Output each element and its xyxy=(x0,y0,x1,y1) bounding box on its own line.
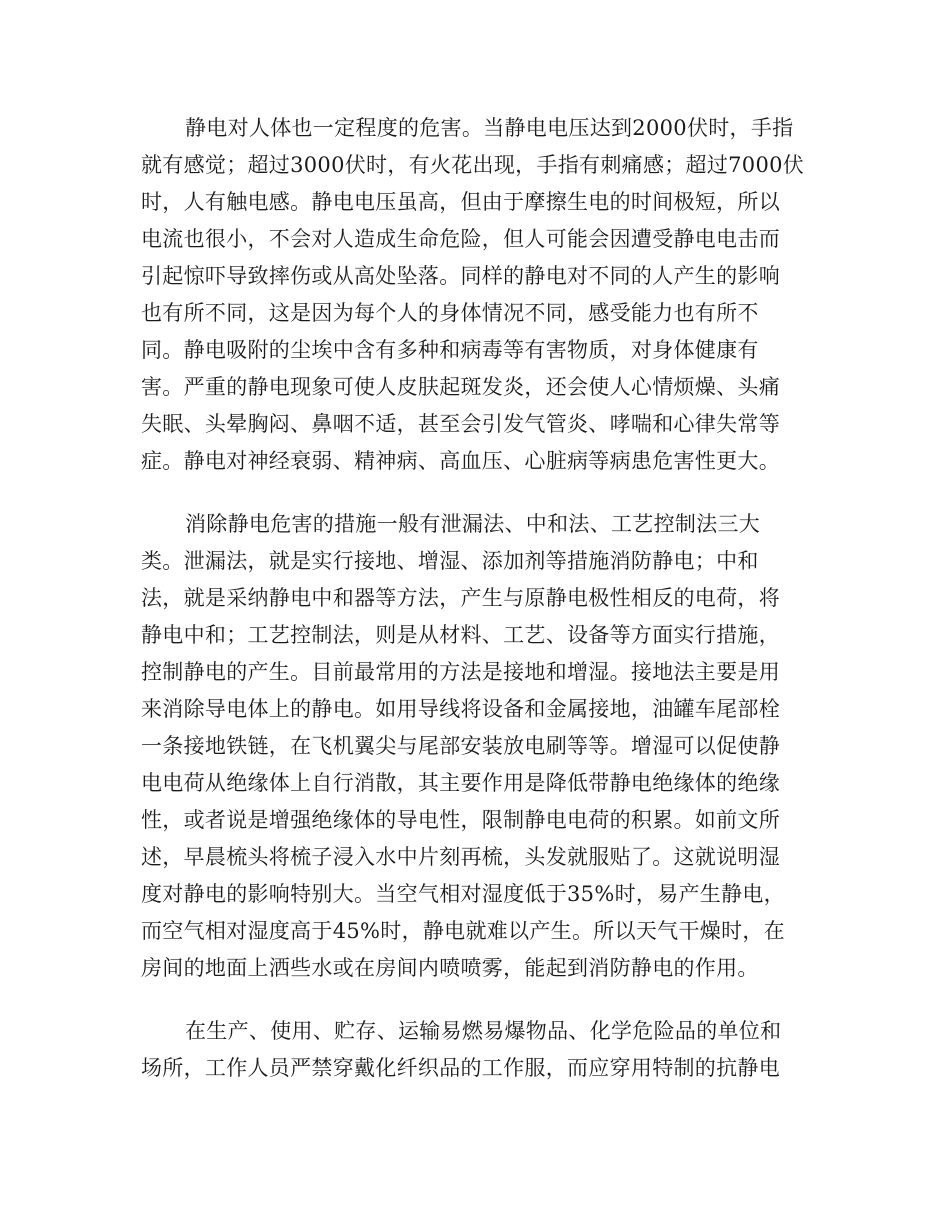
text-line: 消除静电危害的措施一般有泄漏法、中和法、工艺控制法三大 xyxy=(185,512,761,536)
text-line: 静电对人体也一定程度的危害。当静电电压达到2000伏时，手指 xyxy=(185,116,794,140)
text-line: 失眠、头晕胸闷、鼻咽不适，甚至会引发气管炎、哮喘和心律失常等 xyxy=(141,412,780,436)
paragraph-elimination-measures xyxy=(141,506,801,987)
text-line: 控制静电的产生。目前最常用的方法是接地和增湿。接地法主要是用 xyxy=(141,660,780,684)
paragraph-static-electricity-hazards xyxy=(141,110,805,480)
text-line: 来消除导电体上的静电。如用导线将设备和金属接地，油罐车尾部栓 xyxy=(141,697,780,721)
text-line: 电电荷从绝缘体上自行消散，其主要作用是降低带静电绝缘体的绝缘 xyxy=(141,771,780,795)
text-line: 在生产、使用、贮存、运输易燃易爆物品、化学危险品的单位和 xyxy=(185,1019,782,1043)
text-line: 同。静电吸附的尘埃中含有多种和病毒等有害物质，对身体健康有 xyxy=(141,338,759,362)
text-line: 静电中和；工艺控制法，则是从材料、工艺、设备等方面实行措施， xyxy=(141,623,780,647)
text-line: 而空气相对湿度高于45%时，静电就难以产生。所以天气干燥时，在 xyxy=(141,919,785,943)
paragraph-workplace-rules xyxy=(141,1013,801,1087)
text-line: 也有所不同，这是因为每个人的身体情况不同，感受能力也有所不 xyxy=(141,301,759,325)
text-line: 电流也很小，不会对人造成生命危险，但人可能会因遭受静电电击而 xyxy=(141,227,780,251)
text-line: 一条接地铁链，在飞机翼尖与尾部安装放电刷等等。增湿可以促使静 xyxy=(141,734,780,758)
text-line: 症。静电对神经衰弱、精神病、高血压、心脏病等病患危害性更大。 xyxy=(141,449,780,473)
text-line: 时，人有触电感。静电电压虽高，但由于摩擦生电的时间极短，所以 xyxy=(141,190,780,214)
text-line: 类。泄漏法，就是实行接地、增湿、添加剂等措施消防静电；中和 xyxy=(141,549,759,573)
text-line: 就有感觉；超过3000伏时，有火花出现，手指有刺痛感；超过7000伏 xyxy=(141,153,805,177)
text-line: 度对静电的影响特别大。当空气相对湿度低于35%时，易产生静电， xyxy=(141,882,785,906)
text-line: 房间的地面上洒些水或在房间内喷喷雾，能起到消防静电的作用。 xyxy=(141,956,759,980)
text-line: 引起惊吓导致摔伤或从高处坠落。同样的静电对不同的人产生的影响 xyxy=(141,264,780,288)
text-line: 害。严重的静电现象可使人皮肤起斑发炎，还会使人心情烦燥、头痛 xyxy=(141,375,780,399)
document-body xyxy=(141,110,805,1113)
text-line: 法，就是采纳静电中和器等方法，产生与原静电极性相反的电荷，将 xyxy=(141,586,780,610)
text-line: 场所，工作人员严禁穿戴化纤织品的工作服，而应穿用特制的抗静电 xyxy=(141,1056,780,1080)
text-line: 述，早晨梳头将梳子浸入水中片刻再梳，头发就服贴了。这就说明湿 xyxy=(141,845,780,869)
text-line: 性，或者说是增强绝缘体的导电性，限制静电电荷的积累。如前文所 xyxy=(141,808,780,832)
